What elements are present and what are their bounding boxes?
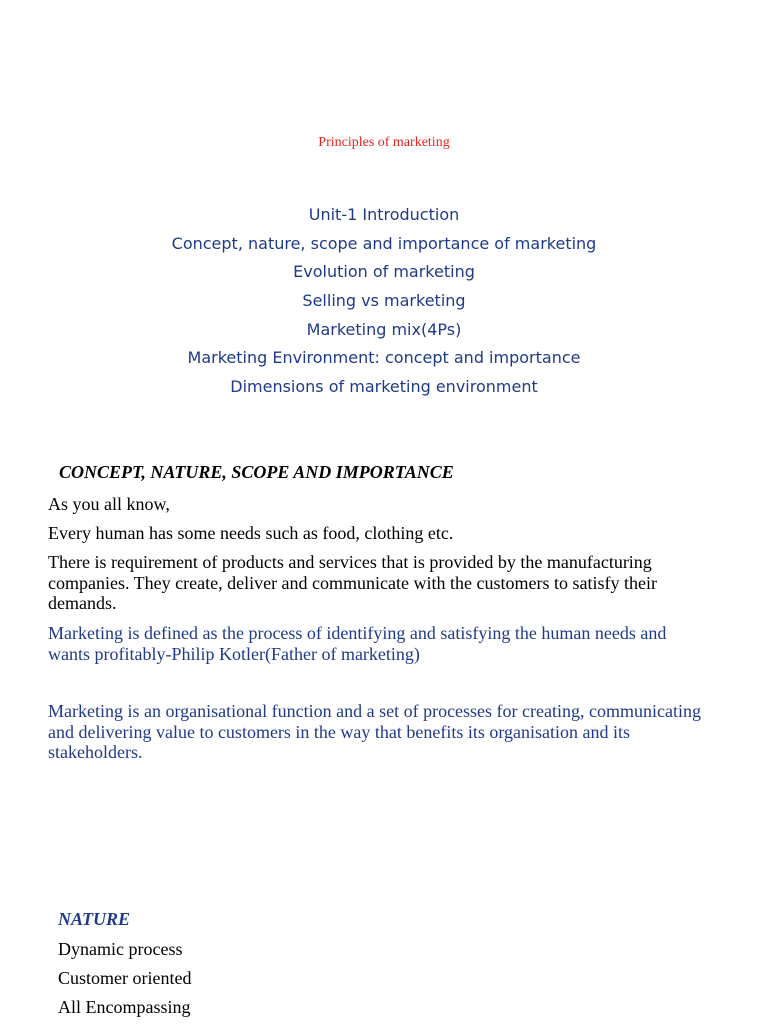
- toc-item: Concept, nature, scope and importance of marketing: [171, 233, 597, 253]
- toc-item: Unit-1 Introduction: [308, 205, 460, 224]
- paragraph-definition-kotler: Marketing is defined as the process of identifying and satisfying the human needs and wants profitably-Philip Kotler(Father of marketing): [48, 623, 667, 664]
- document-title: Principles of marketing: [318, 135, 450, 150]
- section-heading-concept: CONCEPT, NATURE, SCOPE AND IMPORTANCE: [59, 462, 454, 482]
- paragraph: There is requirement of products and services that is provided by the manufacturing companies. They create, deliver and communicate with the customers to satisfy their demands.: [48, 552, 657, 613]
- toc-item: Dimensions of marketing environment: [230, 377, 538, 397]
- toc-item: Marketing Environment: concept and importance: [187, 348, 581, 368]
- toc-item: Selling vs marketing: [302, 291, 466, 311]
- toc-item: Marketing mix(4Ps): [306, 319, 462, 339]
- list-item: Dynamic process: [58, 939, 183, 959]
- list-item: All Encompassing: [58, 996, 191, 1017]
- table-of-contents: [0, 203, 768, 404]
- list-item: Customer oriented: [58, 967, 192, 988]
- paragraph: Every human has some needs such as food, clothing etc.: [48, 523, 454, 543]
- paragraph: As you all know,: [48, 494, 170, 514]
- nature-list: [58, 937, 191, 1023]
- toc-item: Evolution of marketing: [293, 262, 475, 282]
- section-heading-nature: NATURE: [58, 909, 131, 929]
- paragraph-definition-function: Marketing is an organisational function and a set of processes for creating, communicating and delivering value to customers in the way that benefits its organisation and its stakeholders.: [48, 701, 701, 762]
